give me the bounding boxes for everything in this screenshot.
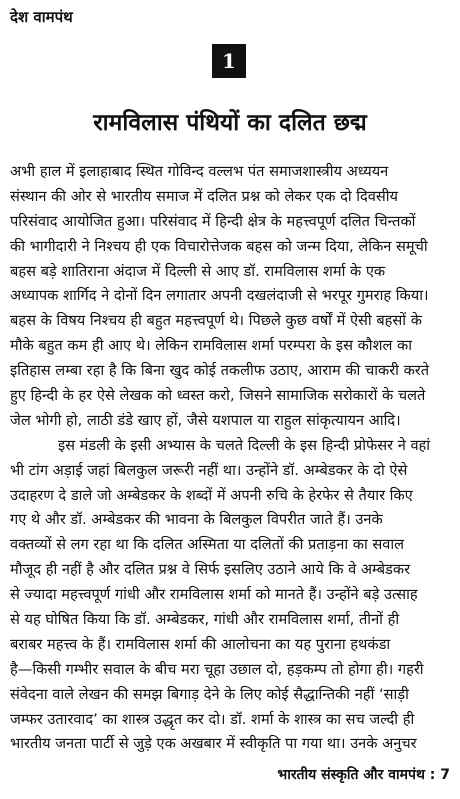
text-line: मौजूद ही नहीं है और दलित प्रश्न वे सिर्फ इसलिए उठाने आये कि वे अम्बेडकर <box>10 561 411 579</box>
text-line: की भागीदारी ने निश्चय ही एक विचारोत्तेजक बहस को जन्म दिया, लेकिन समूची <box>10 237 428 255</box>
running-head: देश वामपंथ <box>10 8 73 26</box>
text-line: बहस बड़े शातिराना अंदाज में दिल्ली से आए डॉ. रामविलास शर्मा के एक <box>10 262 386 280</box>
chapter-title: रामविलास पंथियों का दलित छद्म <box>93 110 367 136</box>
chapter-number: 1 <box>222 49 236 73</box>
text-line: भारतीय जनता पार्टी से जुड़े एक अखबार में स्वीकृति पा गया था। उनके अनुचर <box>10 735 417 753</box>
text-line: बराबर महत्त्व के हैं। रामविलास शर्मा की आलोचना का यह पुराना हथकंडा <box>10 635 391 653</box>
text-line: से ज्यादा महत्त्वपूर्ण गांधी और रामविलास शर्मा को मानते हैं। उन्होंने बड़े उत्साह <box>10 586 418 604</box>
chapter-number-badge <box>212 44 246 78</box>
text-line: वक्तव्यों से लग रहा था कि दलित अस्मिता या दलितों की प्रताड़ना का सवाल <box>10 536 405 554</box>
text-line: बहस के विषय निश्चय ही बहुत महत्त्वपूर्ण थे। पिछले कुछ वर्षों में ऐसी बहसों के <box>10 312 422 330</box>
text-line: गए थे और डॉ. अम्बेडकर की भावना के बिलकुल विपरीत जाते हैं। उनके <box>10 511 383 529</box>
text-line: अध्यापक शार्गिद ने दोनों दिन लगातार अपनी दखलंदाजी से भरपूर गुमराह किया। <box>10 287 429 305</box>
text-line: इतिहास लम्बा रहा है कि बिना खुद कोई तकलीफ उठाए, आराम की चाकरी करते <box>10 362 430 380</box>
paragraph <box>10 160 450 434</box>
paragraph <box>10 434 450 758</box>
text-line: जम्फर उतारवाद’ का शास्त्र उद्धृत कर दो। डॉ. शर्मा के शास्त्र का सच जल्दी ही <box>10 710 415 728</box>
body-text <box>10 160 450 757</box>
text-line: जेल भोगी हो, लाठी डंडे खाए हों, जैसे यशपाल या राहुल सांकृत्यायन आदि। <box>10 411 401 429</box>
text-line: इस मंडली के इसी अभ्यास के चलते दिल्ली के इस हिन्दी प्रोफेसर ने वहां <box>58 436 431 454</box>
text-line: परिसंवाद आयोजित हुआ। परिसंवाद में हिन्दी क्षेत्र के महत्त्वपूर्ण दलित चिन्तकों <box>10 212 416 230</box>
text-line: है—किसी गम्भीर सवाल के बीच मरा चूहा उछाल दो, हड़कम्प तो होगा ही। गहरी <box>10 660 424 678</box>
text-line: अभी हाल में इलाहाबाद स्थित गोविन्द वल्लभ पंत समाजशास्त्रीय अध्ययन <box>10 163 389 180</box>
text-line: हुए हिन्दी के हर ऐसे लेखक को ध्वस्त करो, जिसने सामाजिक सरोकारों के चलते <box>10 387 426 405</box>
page-footer: भारतीय संस्कृति और वामपंथ : 7 <box>277 767 450 783</box>
text-line: संवेदना वाले लेखन की समझ बिगाड़ देने के लिए कोई सैद्धान्तिकी नहीं ‘साड़ी <box>10 685 409 703</box>
text-line: उदाहरण दे डाले जो अम्बेडकर के शब्दों में अपनी रुचि के हेरफेर से तैयार किए <box>10 486 413 504</box>
text-line: मौके बहुत कम ही आए थे। लेकिन रामविलास शर्मा परम्परा के इस कौशल का <box>10 337 413 355</box>
text-line: से यह घोषित किया कि डॉ. अम्बेडकर, गांधी और रामविलास शर्मा, तीनों ही <box>10 611 400 629</box>
text-line: भी टांग अड़ाई जहां बिलकुल जरूरी नहीं था। उन्होंने डॉ. अम्बेडकर के दो ऐसे <box>10 461 408 479</box>
text-line: संस्थान की ओर से भारतीय समाज में दलित प्रश्न को लेकर एक दो दिवसीय <box>10 187 398 205</box>
